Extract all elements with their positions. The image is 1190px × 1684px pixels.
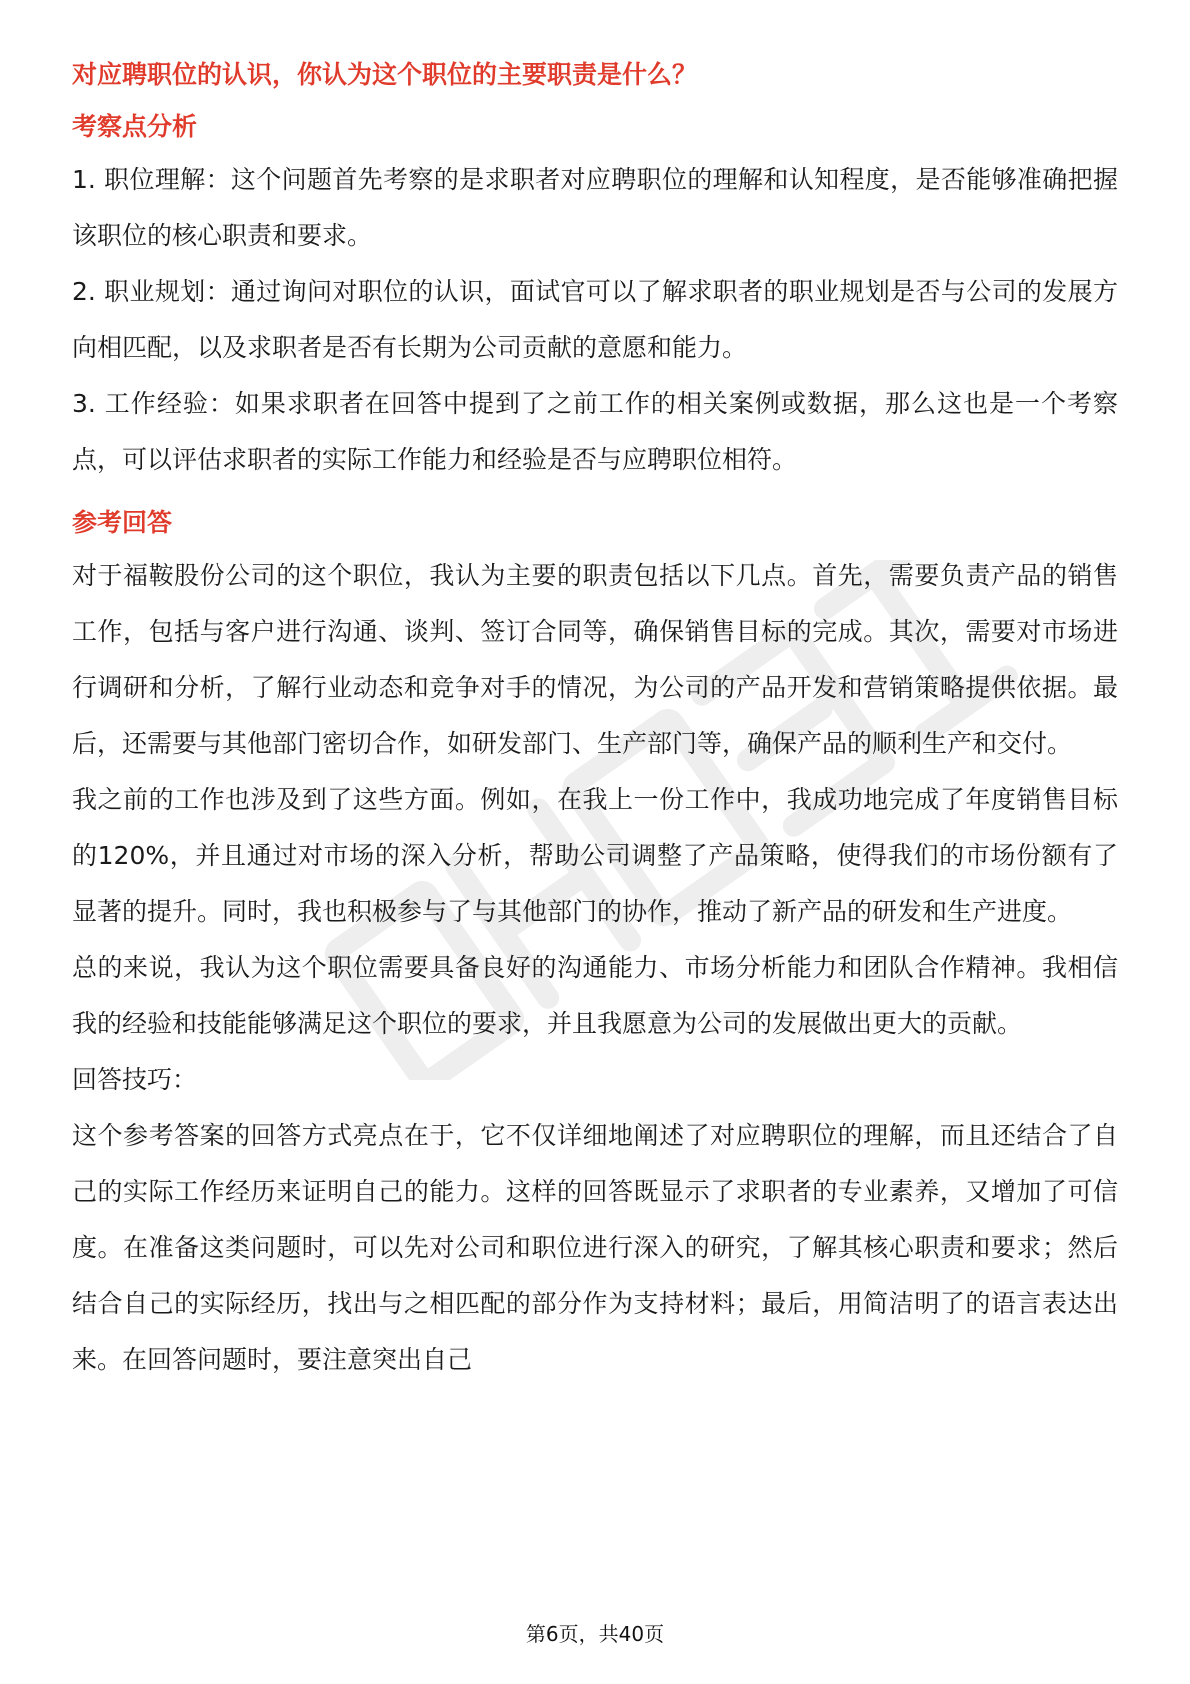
question-title: 对应聘职位的认识，你认为这个职位的主要职责是什么？ bbox=[72, 60, 698, 89]
reference-heading: 参考回答 bbox=[72, 508, 173, 537]
reference-paragraph: 总的来说，我认为这个职位需要具备良好的沟通能力、市场分析能力和团队合作精神。我相信我的经验和技能能够满足这个职位的要求，并且我愿意为公司的发展做出更大的贡献。 bbox=[72, 953, 1118, 1038]
tips-label: 回答技巧： bbox=[72, 1065, 198, 1094]
page-number: 第6页，共40页 bbox=[525, 1622, 665, 1646]
analysis-point: 3. 工作经验：如果求职者在回答中提到了之前工作的相关案例或数据，那么这也是一个考察点，可以评估求职者的实际工作能力和经验是否与应聘职位相符。 bbox=[72, 389, 1118, 474]
reference-paragraph: 对于福鞍股份公司的这个职位，我认为主要的职责包括以下几点。首先，需要负责产品的销售工作，包括与客户进行沟通、谈判、签订合同等，确保销售目标的完成。其次，需要对市场进行调研和分析，了解行业动态和竞争对手的情况，为公司的产品开发和营销策略提供依据。最后，还需要与其他部门密切合作，如研发部门、生产部门等，确保产品的顺利生产和交付。 bbox=[72, 561, 1118, 758]
document-page bbox=[72, 54, 1118, 1388]
analysis-point: 2. 职业规划：通过询问对职位的认识，面试官可以了解求职者的职业规划是否与公司的发展方向相匹配，以及求职者是否有长期为公司贡献的意愿和能力。 bbox=[72, 277, 1118, 362]
analysis-point: 1. 职位理解：这个问题首先考察的是求职者对应聘职位的理解和认知程度，是否能够准确把握该职位的核心职责和要求。 bbox=[72, 165, 1118, 250]
tips-text: 这个参考答案的回答方式亮点在于，它不仅详细地阐述了对应聘职位的理解，而且还结合了自己的实际工作经历来证明自己的能力。这样的回答既显示了求职者的专业素养，又增加了可信度。在准备这类问题时，可以先对公司和职位进行深入的研究，了解其核心职责和要求；然后结合自己的实际经历，找出与之相匹配的部分作为支持材料；最后，用简洁明了的语言表达出来。在回答问题时，要注意突出自己 bbox=[72, 1121, 1118, 1374]
reference-paragraph: 我之前的工作也涉及到了这些方面。例如，在我上一份工作中，我成功地完成了年度销售目标的120%，并且通过对市场的深入分析，帮助公司调整了产品策略，使得我们的市场份额有了显著的提升。同时，我也积极参与了与其他部门的协作，推动了新产品的研发和生产进度。 bbox=[72, 785, 1118, 926]
analysis-heading: 考察点分析 bbox=[72, 112, 198, 141]
